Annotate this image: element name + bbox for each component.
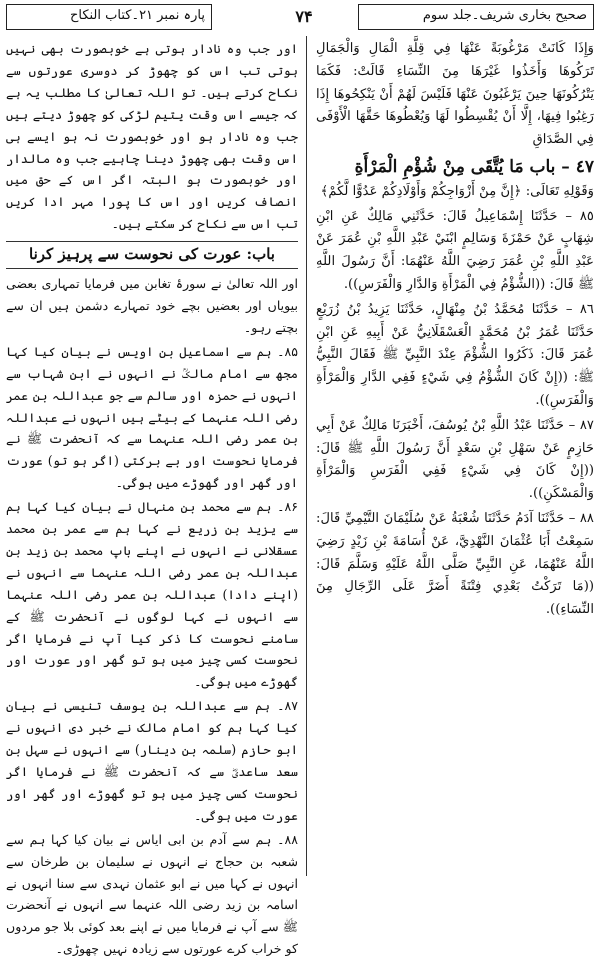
- arabic-hadith-87: ٨٧ – حَدَّثَنَا عَبْدُ اللَّهِ بْنُ يُوسُفَ، أَخْبَرَنَا مَالِكٌ عَنْ أَبِي حَازِمٍ عَنْ سَهْلِ بْنِ سَعْدٍ أَنَّ رَسُولَ اللَّهِ ﷺ قَالَ: ((إِنْ كَانَ فِي شَيْءٍ فَفِي الْفَرَسِ وَالْمَرْأَةِ وَالْمَسْكَنِ)).: [316, 417, 594, 502]
- arabic-intro: وَإِذَا كَانَتْ مَرْغُوبَةً عَنْهَا فِي قِلَّةِ الْمَالِ وَالْجَمَالِ تَرَكُوهَا وَأَخَذُوا غَيْرَهَا مِنَ النِّسَاءِ قَالَتْ: فَكَمَا يَتْرُكُونَهَا حِينَ يَرْغَبُونَ عَنْهَا فَلَيْسَ لَهُمْ أَنْ يَنْكِحُوهَا إِذَا رَغِبُوا فِيهَا، إِلَّا أَنْ يُقْسِطُوا لَهَا وَيُعْطُوهَا حَقَّهَا الْأَوْفَى فِي الصَّدَاقِ: [316, 41, 594, 148]
- arabic-hadith-88: ٨٨ – حَدَّثَنَا آدَمُ حَدَّثَنَا شُعْبَةُ عَنْ سُلَيْمَانَ التَّيْمِيِّ قَالَ: سَمِعْتُ أَبَا عُثْمَانَ النَّهْدِيَّ، عَنْ أُسَامَةَ بْنِ زَيْدٍ رَضِيَ اللَّهُ عَنْهُمَا، عَنِ النَّبِيِّ صَلَّى اللَّهُ عَلَيْهِ وَسَلَّمَ قَالَ: ((مَا تَرَكْتُ بَعْدِي فِتْنَةً أَضَرَّ عَلَى الرِّجَالِ مِنَ النِّسَاءِ)).: [316, 510, 594, 618]
- column-divider: [306, 36, 307, 876]
- urdu-hadith-86: ۸۶۔ ہم سے محمد بن منہال نے بیان کیا کہا ہم سے یزید بن زریع نے کہا ہم سے عمر بن محمد عسقلانی نے انہوں نے اپنے باپ محمد بن زید بن عبداللہ بن عمر رضی اللہ عنہما سے انہوں نے (اپنے دادا) عبداللہ بن عمر رضی اللہ عنہما سے انہوں نے کہا لوگوں نے آنحضرت ﷺ کے سامنے نحوست کا ذکر کیا آپ نے فرمایا اگر نحوست کسی چیز میں ہو تو گھر اور عورت اور گھوڑے میں ہوگی۔: [6, 499, 298, 690]
- page-number: ۷۴: [295, 7, 313, 26]
- arabic-chapter-heading: ٤٧ – باب مَا يُتَّقَى مِنْ شُؤْمِ الْمَرْأَةِ: [354, 156, 594, 177]
- urdu-hadith-85: ۸۵۔ ہم سے اسماعیل بن اویس نے بیان کیا کہا مجھ سے امام مالکؒ نے انہوں نے ابن شہاب سے انہوں نے حمزہ اور سالم سے جو عبداللہ بن عمر رضی اللہ عنہما کے بیٹے ہیں انہوں نے عبداللہ بن عمر رضی اللہ عنہما سے کہ آنحضرت ﷺ نے فرمایا نحوست اور بے برکتی (اگر ہو تو) عورت اور گھر اور گھوڑے میں ہوگی۔: [6, 343, 298, 491]
- urdu-chapter-text: اور اللہ تعالیٰ نے سورۂ تغابن میں فرمایا تمہاری بعضی بیویاں اور بعضیں بچے خود تمہارے دشمن ہیں ان سے بچتے رہو۔: [6, 276, 298, 335]
- urdu-column: [6, 38, 298, 957]
- section-header: پارہ نمبر ۲۱۔کتاب النکاح: [6, 4, 212, 30]
- urdu-intro: اور جب وہ نادار ہوتی ہے خوبصورت بھی نہیں ہوتی تب اس کو چھوڑ کر دوسری عورتوں سے نکاح کرتے ہیں۔ تو اللہ تعالیٰ کا مطلب یہ ہے کہ جیسے اس وقت یتیم لڑکی کو چھوڑ دیتے ہیں جب وہ نادار ہو اور خوبصورت نہ ہو ایسے ہی اس وقت بھی چھوڑ دینا چاہیے جب وہ مالدار اور خوبصورت ہو البتہ اگر اس کے حق میں انصاف کریں اور اس کا پورا مہر ادا کریں تب اس سے نکاح کر سکتے ہیں۔: [6, 41, 298, 232]
- arabic-chapter-text: وَقَوْلِهِ تَعَالَى: ﴿إِنَّ مِنْ أَزْوَاجِكُمْ وَأَوْلَادِكُمْ عَدُوًّا لَّكُمْ﴾: [320, 183, 594, 199]
- arabic-hadith-86: ٨٦ – حَدَّثَنَا مُحَمَّدُ بْنُ مِنْهَالٍ، حَدَّثَنَا يَزِيدُ بْنُ زُرَيْعٍ حَدَّثَنَا عُمَرُ بْنُ مُحَمَّدٍ الْعَسْقَلَانِيُّ عَنْ أَبِيهِ عَنِ ابْنِ عُمَرَ قَالَ: ذَكَرُوا الشُّؤْمَ عِنْدَ النَّبِيِّ ﷺ فَقَالَ النَّبِيُّ ﷺ: ((إِنْ كَانَ الشُّؤْمُ فِي شَيْءٍ فَفِي الدَّارِ وَالْمَرْأَةِ وَالْفَرَسِ)).: [316, 301, 594, 408]
- urdu-hadith-87: ۸۷۔ ہم سے عبداللہ بن یوسف تنیسی نے بیان کیا کہا ہم کو امام مالک نے خبر دی انہوں نے ابو حازم (سلمہ بن دینار) سے انہوں نے سہل بن سعد ساعدیؓ سے کہ آنحضرت ﷺ نے فرمایا اگر نحوست کسی چیز میں ہو تو گھوڑے اور گھر اور عورت میں ہوگی۔: [6, 698, 298, 823]
- urdu-chapter-heading: باب: عورت کی نحوست سے پرہیز کرنا: [6, 241, 298, 269]
- urdu-hadith-88: ۸۸۔ ہم سے آدم بن ابی ایاس نے بیان کیا کہا ہم سے شعبہ بن حجاج نے انہوں نے سلیمان بن طرخان سے انہوں نے کہا میں نے ابو عثمان نہدی سے سنا انہوں نے اسامہ بن زید رضی اللہ عنہما سے انہوں نے آنحضرت ﷺ سے آپ نے فرمایا میں نے اپنے بعد کوئی بلا جو مردوں کو خراب کرے عورتوں سے زیادہ نہیں چھوڑی۔: [6, 831, 298, 957]
- arabic-hadith-85: ٨٥ – حَدَّثَنَا إِسْمَاعِيلُ قَالَ: حَدَّثَنِي مَالِكٌ عَنِ ابْنِ شِهَابٍ عَنْ حَمْزَةَ وَسَالِمٍ ابْنَيْ عَبْدِ اللَّهِ بْنِ عُمَرَ عَنْ عَبْدِ اللَّهِ بْنِ عُمَرَ رَضِيَ اللَّهُ عَنْهُمَا: أَنَّ رَسُولَ اللَّهِ ﷺ قَالَ: ((الشُّؤْمُ فِي الْمَرْأَةِ وَالدَّارِ وَالْفَرَسِ)).: [316, 208, 594, 292]
- book-page: [6, 4, 594, 957]
- book-title-header: صحیح بخاری شریف۔جلد سوم: [358, 4, 594, 30]
- arabic-column: [316, 38, 594, 879]
